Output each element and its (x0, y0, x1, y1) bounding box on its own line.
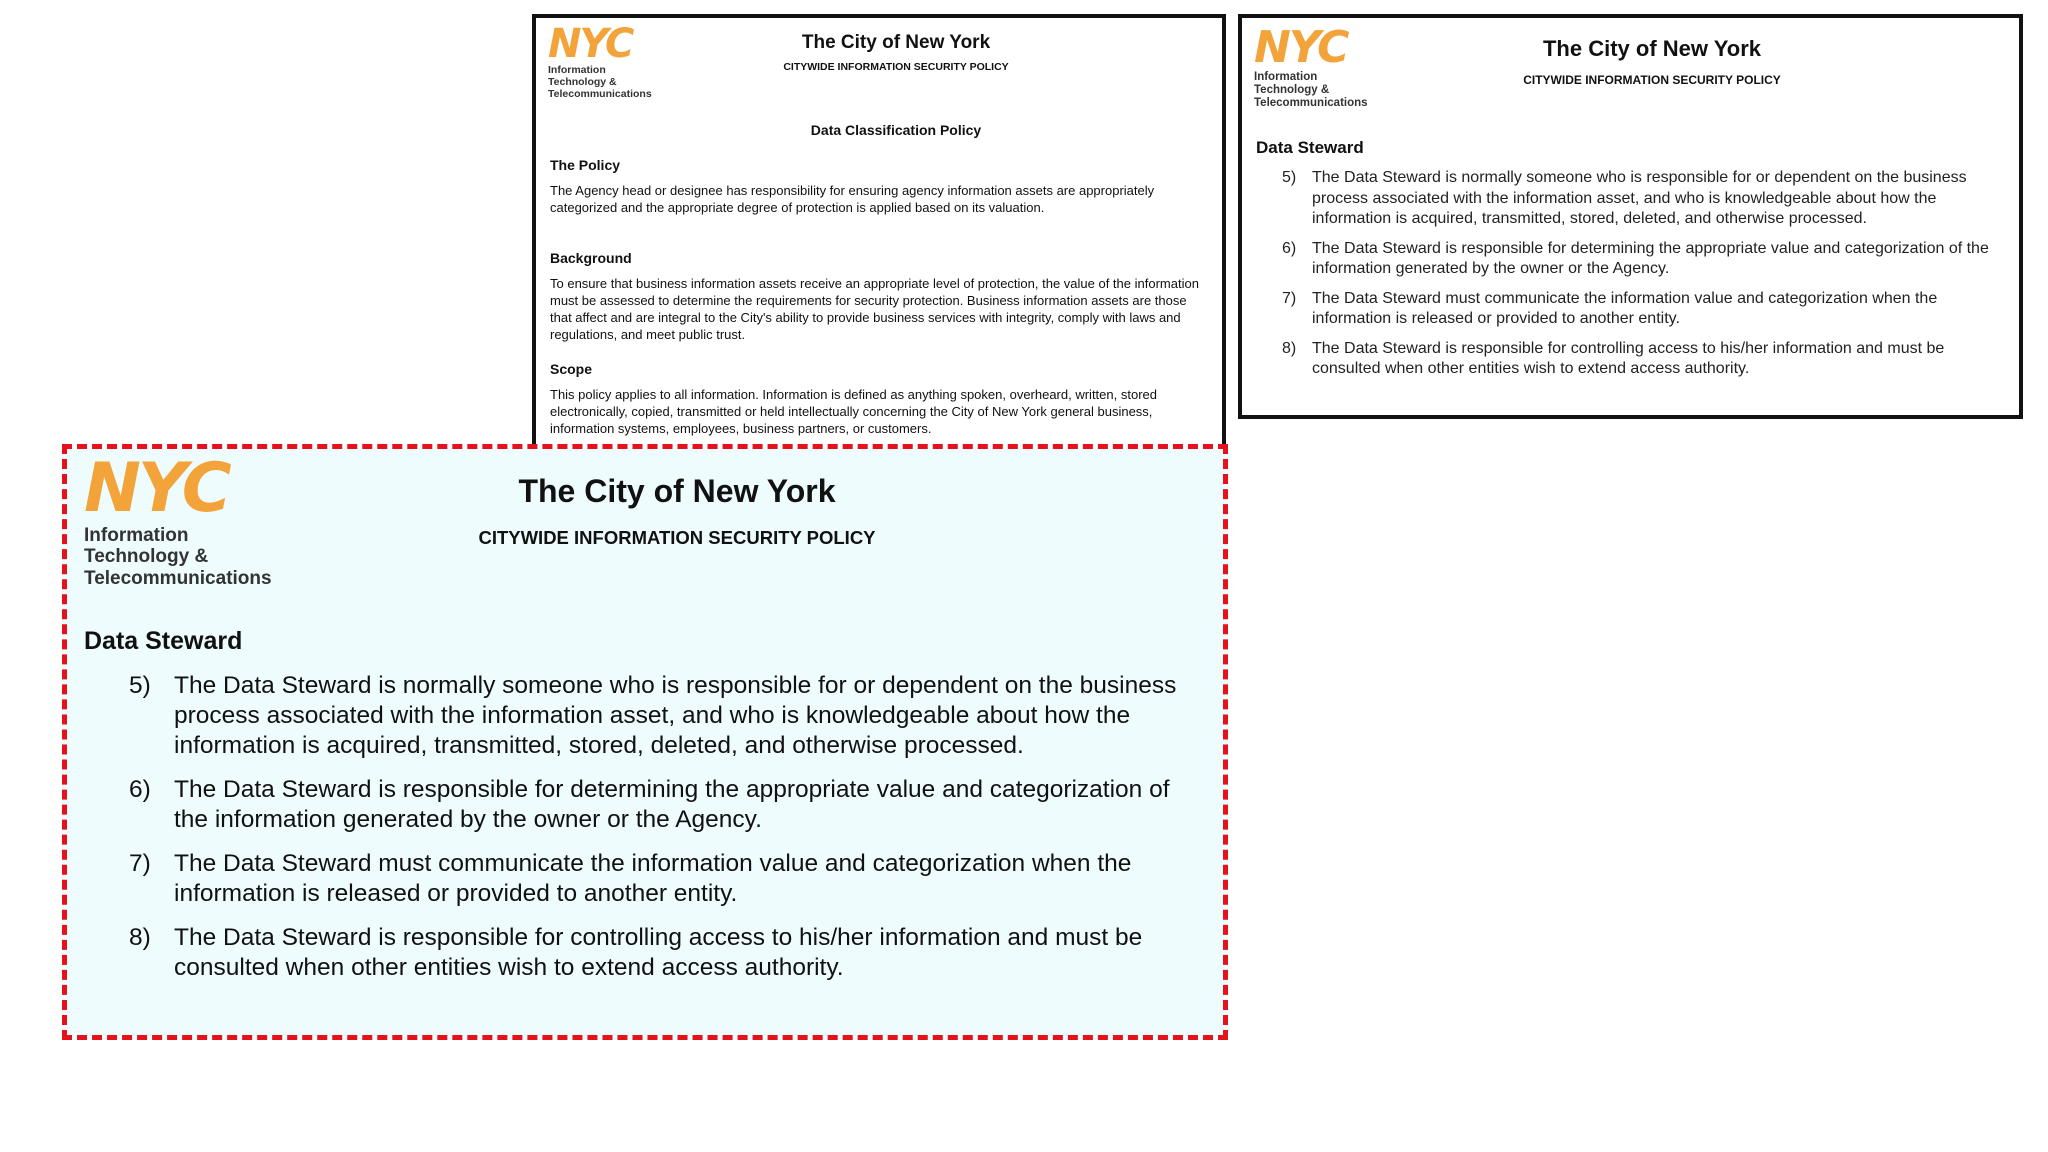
item-text: The Data Steward is responsible for controlling access to his/her information and must be consulted when other entities wish to extend access authority. (1312, 339, 1945, 377)
item-number: 6) (1282, 239, 1297, 257)
item-number: 8) (1282, 339, 1297, 357)
data-steward-list (1282, 168, 2002, 389)
document-title: The City of New York (1542, 36, 1761, 61)
policy-document-page-data-steward (1238, 14, 2023, 419)
list-item (129, 849, 1189, 909)
item-number: 5) (129, 672, 151, 699)
section-heading-scope: Scope (550, 361, 593, 377)
data-steward-list (129, 671, 1189, 997)
item-text: The Data Steward is normally someone who is responsible for or dependent on the business process associated with the information asset, and who is knowledgeable about how the information is acquired, transmitted, stored, deleted, and otherwise processed. (1312, 169, 1967, 227)
item-number: 7) (129, 850, 151, 877)
document-title: The City of New York (801, 32, 991, 53)
item-number: 5) (1282, 169, 1297, 186)
list-item (1282, 289, 2002, 330)
document-subtitle: CITYWIDE INFORMATION SECURITY POLICY (783, 61, 1009, 73)
item-text: The Data Steward is normally someone who is responsible for or dependent on the business process associated with the information asset, and who is knowledgeable about how the information is acquired, transmitted, stored, deleted, and otherwise processed. (174, 672, 1177, 759)
item-text: The Data Steward is responsible for controlling access to his/her information and must be consulted when other entities wish to extend access authority. (174, 924, 1143, 981)
item-number: 7) (1282, 289, 1297, 307)
item-number: 8) (129, 924, 151, 951)
nyc-doitt-logo (548, 21, 652, 100)
policy-name: Data Classification Policy (810, 122, 982, 138)
section-heading-data-steward: Data Steward (84, 627, 243, 655)
section-text-scope: This policy applies to all information. Information is defined as anything spoken, overheard, written, stored electronically, copied, transmitted or held intellectually concerning the City of New York general business, information systems, employees, business partners, or customers. (550, 387, 1157, 436)
list-item (1282, 168, 2002, 230)
list-item (129, 775, 1189, 835)
section-heading-policy: The Policy (550, 157, 621, 173)
section-text-policy: The Agency head or designee has responsibility for ensuring agency information assets are appropriately categorized and the appropriate degree of protection is applied based on its valuation. (550, 183, 1155, 215)
logo-subtitle: Information Technology & Telecommunications (84, 525, 272, 589)
list-item (129, 671, 1189, 761)
item-number: 6) (129, 776, 151, 803)
list-item (1282, 339, 2002, 380)
item-text: The Data Steward must communicate the information value and categorization when the information is released or provided to another entity. (174, 850, 1132, 907)
section-heading-background: Background (550, 250, 632, 266)
nyc-logo-wordmark: NYC (548, 21, 633, 67)
item-text: The Data Steward is responsible for determining the appropriate value and categorization of the information generated by the owner or the Agency. (174, 776, 1170, 833)
section-text-background: To ensure that business information assets receive an appropriate level of protection, the value of the information must be assessed to determine the requirements for security protection. Business information assets are those that affect and are integral to the City's ability to provide business services with integrity, comply with laws and regulations, and meet public trust. (550, 276, 1199, 342)
nyc-doitt-logo (1254, 22, 1368, 110)
document-title: The City of New York (518, 473, 836, 509)
nyc-logo-wordmark: NYC (84, 449, 229, 528)
document-subtitle: CITYWIDE INFORMATION SECURITY POLICY (478, 527, 876, 548)
item-text: The Data Steward must communicate the information value and categorization when the information is released or provided to another entity. (1312, 289, 1938, 327)
item-text: The Data Steward is responsible for determining the appropriate value and categorization of the information generated by the owner or the Agency. (1312, 239, 1989, 277)
list-item (129, 923, 1189, 983)
logo-subtitle: Information Technology & Telecommunications (1254, 71, 1368, 109)
nyc-doitt-logo (84, 449, 272, 589)
policy-document-page-classification (532, 14, 1226, 450)
list-item (1282, 239, 2002, 280)
nyc-logo-wordmark: NYC (1254, 22, 1348, 73)
document-subtitle: CITYWIDE INFORMATION SECURITY POLICY (1523, 73, 1781, 87)
data-steward-callout (62, 444, 1228, 1040)
section-heading-data-steward: Data Steward (1256, 138, 1364, 157)
logo-subtitle: Information Technology & Telecommunications (548, 64, 652, 100)
